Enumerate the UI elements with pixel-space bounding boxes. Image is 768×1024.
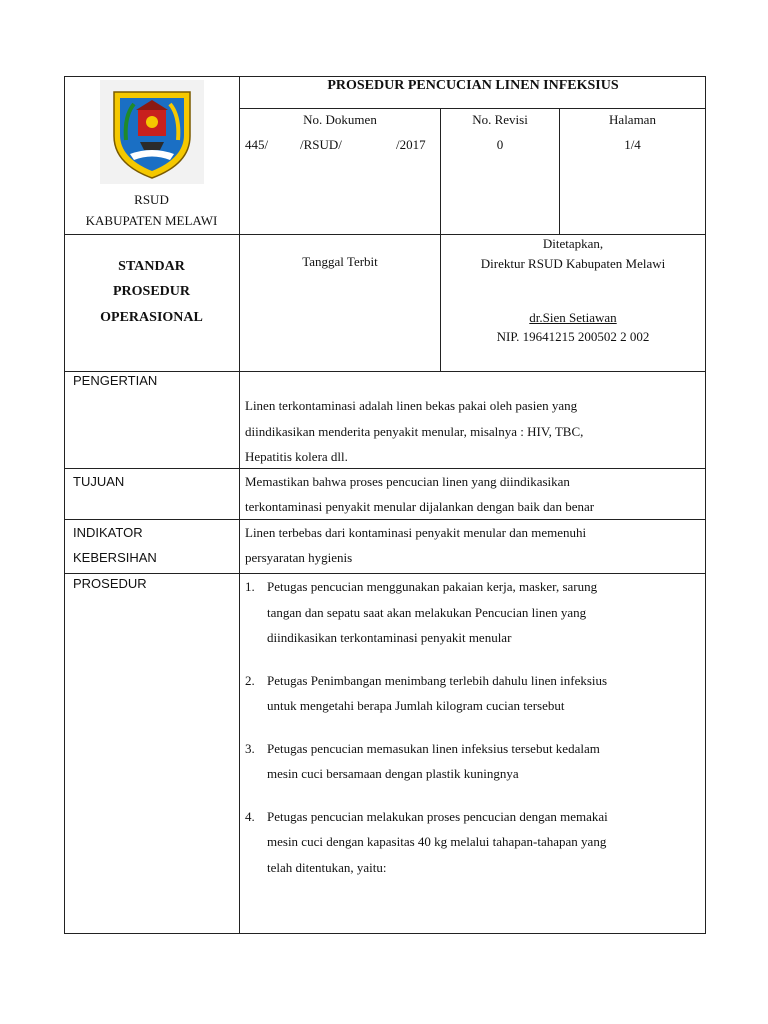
doc-number-label: No. Dokumen: [303, 112, 377, 127]
issue-date-label: Tanggal Terbit: [302, 254, 378, 269]
document-title: PROSEDUR PENCUCIAN LINEN INFEKSIUS: [327, 78, 619, 93]
table-border-right: [705, 76, 706, 934]
rsud-logo: [100, 80, 204, 184]
sop-line-2: PROSEDUR: [112, 284, 190, 299]
org-region: KABUPATEN MELAWI: [85, 213, 218, 228]
tujuan-line: Memastikan bahwa proses pencucian linen yang diindikasikan: [245, 474, 570, 489]
doc-number-part-b: /RSUD/: [300, 137, 342, 152]
pengertian-label: PENGERTIAN: [73, 373, 158, 388]
sop-line-3: OPERASIONAL: [100, 310, 203, 325]
revision-value: 0: [496, 137, 504, 152]
procedure-step: 1. Petugas pencucian menggunakan pakaian kerja, masker, sarung tangan dan sepatu saat akan melakukan Pencucian linen yang diindikasikan terkontaminasi penyakit menular: [245, 579, 598, 645]
page-value: 1/4: [624, 137, 641, 152]
column-divider: [239, 76, 240, 934]
indikator-line: persyaratan hygienis: [245, 550, 353, 565]
prosedur-label: PROSEDUR: [73, 576, 147, 591]
sop-row-divider: [64, 371, 706, 372]
pengertian-line: diindikasikan menderita penyakit menular, misalnya : HIV, TBC,: [245, 424, 584, 439]
director-title: Direktur RSUD Kabupaten Melawi: [480, 256, 666, 271]
indikator-line: Linen terbebas dari kontaminasi penyakit menular dan memenuhi: [245, 525, 587, 540]
doc-number-part-a: 445/: [245, 137, 269, 152]
title-row-divider: [239, 108, 706, 109]
signer-name: dr.Sien Setiawan: [529, 310, 617, 325]
page-label: Halaman: [609, 112, 656, 127]
procedure-step: 3. Petugas pencucian memasukan linen infeksius tersebut kedalam mesin cuci bersamaan dengan plastik kuningnya: [245, 740, 600, 781]
signer-nip: NIP. 19641215 200502 2 002: [496, 329, 650, 344]
table-border-top: [64, 76, 706, 77]
org-name: RSUD: [134, 192, 169, 207]
tujuan-label: TUJUAN: [73, 474, 125, 489]
tujuan-line: terkontaminasi penyakit menular dijalankan dengan baik dan benar: [245, 499, 595, 514]
header-row-divider: [64, 234, 706, 235]
indikator-label-2: KEBERSIHAN: [73, 550, 157, 565]
indikator-label: INDIKATOR: [73, 525, 143, 540]
pengertian-line: Linen terkontaminasi adalah linen bekas pakai oleh pasien yang: [245, 398, 578, 413]
table-border-bottom: [64, 933, 706, 934]
pengertian-line: Hepatitis kolera dll.: [245, 449, 348, 464]
sop-line-1: STANDAR: [118, 259, 185, 274]
procedure-list: [245, 574, 685, 880]
doc-number-part-c: /2017: [396, 137, 426, 152]
pengertian-row-divider: [64, 468, 706, 469]
procedure-step: 4. Petugas pencucian melakukan proses pencucian dengan memakai mesin cuci dengan kapasitas 40 kg melalui tahapan-tahapan yang telah ditentukan, yaitu:: [245, 808, 608, 875]
approved-label: Ditetapkan,: [542, 236, 604, 251]
revision-label: No. Revisi: [472, 112, 528, 127]
tujuan-row-divider: [64, 519, 706, 520]
procedure-step: 2. Petugas Penimbangan menimbang terlebih dahulu linen infeksius untuk mengetahi berapa Jumlah kilogram cucian tersebut: [245, 672, 608, 713]
